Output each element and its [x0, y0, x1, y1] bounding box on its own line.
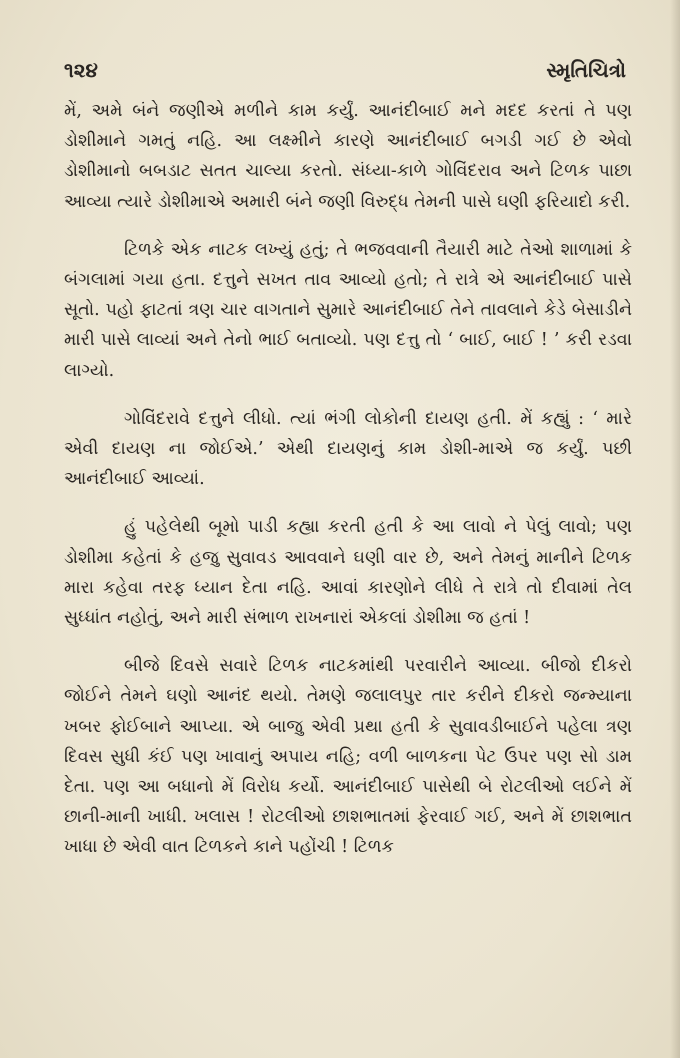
paragraph-1: મેં, અમે બંને જણીએ મળીને કામ કર્યું. આનંદીબાઈ મને મદદ કરતાં તે પણ ડોશીમાને ગમતું નહિ. આ લક્ષ્મીને કારણે આનંદીબાઈ બગડી ગઈ છે એવો ડોશીમાનો બબડાટ સતત ચાલ્યા કરતો. સંધ્યા-કાળે ગોવિંદરાવ અને ટિળક પાછા આવ્યા ત્યારે ડોશીમાએ અમારી બંને જણી વિરુદ્ધ તેમની પાસે ઘણી ફરિયાદો કરી.	[64, 101, 632, 212]
paragraph-4: હું પહેલેથી બૂમો પાડી કહ્યા કરતી હતી કે આ લાવો ને પેલું લાવો; પણ ડોશીમા કહેતાં કે હજુ સુવાવડ આવવાને ઘણી વાર છે, અને તેમનું માનીને ટિળક મારા કહેવા તરફ ધ્યાન દેતા નહિ. આવાં કારણોને લીધે તે રાત્રે તો દીવામાં તેલ સુધ્ધાંત નહોતું, અને મારી સંભાળ રાખનારાં એકલાં ડોશીમા જ હતાં !	[64, 517, 632, 629]
page-edge-shadow	[670, 0, 680, 1058]
paragraph-5: બીજે દિવસે સવારે ટિળક નાટકમાંથી પરવારીને આવ્યા. બીજો દીકરો જોઈને તેમને ઘણો આનંદ થયો. તેમણે જલાલપુર તાર કરીને દીકરો જન્મ્યાના ખબર ફોઈબાને આપ્યા. એ બાજુ એવી પ્રથા હતી કે સુવાવડીબાઈને પહેલા ત્રણ દિવસ સુધી કંઈ પણ ખાવાનું અપાય નહિ; વળી બાળકના પેટ ઉપર પણ સો ડામ દેતા. પણ આ બધાનો મેં વિરોધ કર્યો. આનંદીબાઈ પાસેથી બે રોટલીઓ લઈને મેં છાની-માની ખાધી. ખલાસ ! રોટલીઓ છાશભાતમાં ફેરવાઈ ગઈ, અને મેં છાશભાત ખાધા છે એવી વાત ટિળકને કાને પહોંચી ! ટિળક	[64, 656, 632, 858]
body-text	[64, 96, 632, 863]
page-header	[64, 52, 626, 92]
paragraph-2: ટિળકે એક નાટક લખ્યું હતું; તે ભજવવાની તૈયારી માટે તેઓ શાળામાં કે બંગલામાં ગયા હતા. દત્તુને સખત તાવ આવ્યો હતો; તે રાત્રે એ આનંદીબાઈ પાસે સૂતો. પહો ફાટતાં ત્રણ ચાર વાગતાને સુમારે આનંદીબાઈ તેને તાવલાને કેડે બેસાડીને મારી પાસે લાવ્યાં અને તેનો ભાઈ બતાવ્યો. પણ દત્તુ તો ‘ બાઈ, બાઈ ! ’ કરી રડવા લાગ્યો.	[64, 239, 632, 381]
running-title: સ્મૃતિચિત્રો	[546, 58, 626, 82]
paragraph-3: ગોવિંદરાવે દત્તુને લીધો. ત્યાં ભંગી લોકોની દાયણ હતી. મેં કહ્યું : ‘ મારે એવી દાયણ ના જોઈએ.’ એથી દાયણનું કામ ડોશી-માએ જ કર્યું. પછી આનંદીબાઈ આવ્યાં.	[64, 408, 632, 490]
page-number: ૧૨૪	[64, 58, 98, 82]
